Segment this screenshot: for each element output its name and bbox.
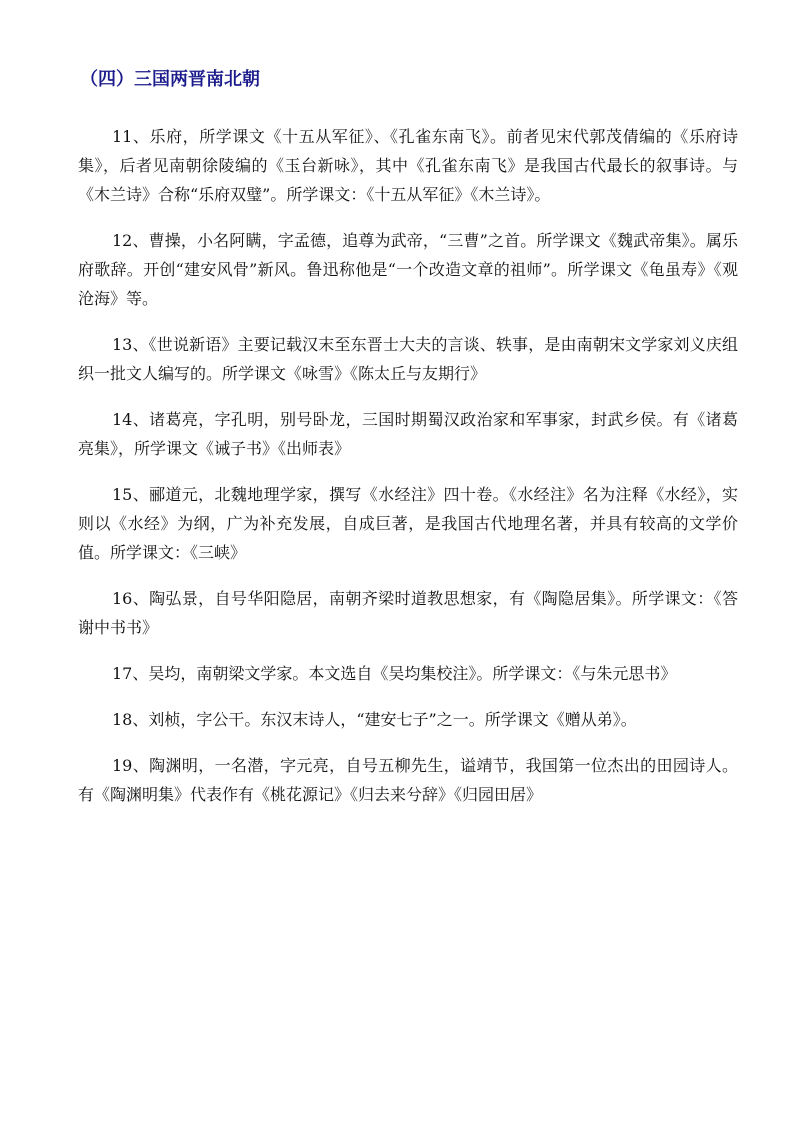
section-title: （四）三国两晋南北朝	[80, 69, 260, 90]
entry-16: 16、陶弘景，自号华阳隐居，南朝齐梁时道教思想家，有《陶隐居集》。所学课文：《答谢中书书》	[78, 589, 738, 637]
entry-11: 11、乐府，所学课文《十五从军征》、《孔雀东南飞》。前者见宋代郭茂倩编的《乐府诗集》，后者见南朝徐陵编的《玉台新咏》，其中《孔雀东南飞》是我国古代最长的叙事诗。与《木兰诗》合称“乐府双璧”。所学课文：《十五从军征》《木兰诗》。	[78, 127, 738, 204]
entry-19: 19、陶渊明，一名潜，字元亮，自号五柳先生，谥靖节，我国第一位杰出的田园诗人。有《陶渊明集》代表作有《桃花源记》《归去来兮辞》《归园田居》	[78, 756, 738, 804]
entry-17: 17、吴均，南朝梁文学家。本文选自《吴均集校注》。所学课文：《与朱元思书》	[112, 664, 677, 683]
entry-15: 15、郦道元，北魏地理学家，撰写《水经注》四十卷。《水经注》名为注释《水经》，实则以《水经》为纲，广为补充发展，自成巨著，是我国古代地理名著，并具有较高的文学价值。所学课文：《三峡》	[78, 485, 738, 562]
entry-13: 13、《世说新语》主要记载汉末至东晋士大夫的言谈、轶事，是由南朝宋文学家刘义庆组织一批文人编写的。所学课文《咏雪》《陈太丘与友期行》	[78, 335, 738, 383]
entry-18: 18、刘桢，字公干。东汉末诗人，“建安七子”之一。所学课文《赠从弟》。	[112, 710, 637, 729]
entry-12: 12、曹操，小名阿瞒，字孟德，追尊为武帝，“三曹”之首。所学课文《魏武帝集》。属乐府歌辞。开创“建安风骨”新风。鲁迅称他是“一个改造文章的祖师”。所学课文《龟虽寿》《观沧海》等。	[78, 231, 738, 308]
entry-14: 14、诸葛亮，字孔明，别号卧龙，三国时期蜀汉政治家和军事家，封武乡侯。有《诸葛亮集》，所学课文《诫子书》《出师表》	[78, 410, 738, 458]
document-page	[78, 60, 738, 809]
